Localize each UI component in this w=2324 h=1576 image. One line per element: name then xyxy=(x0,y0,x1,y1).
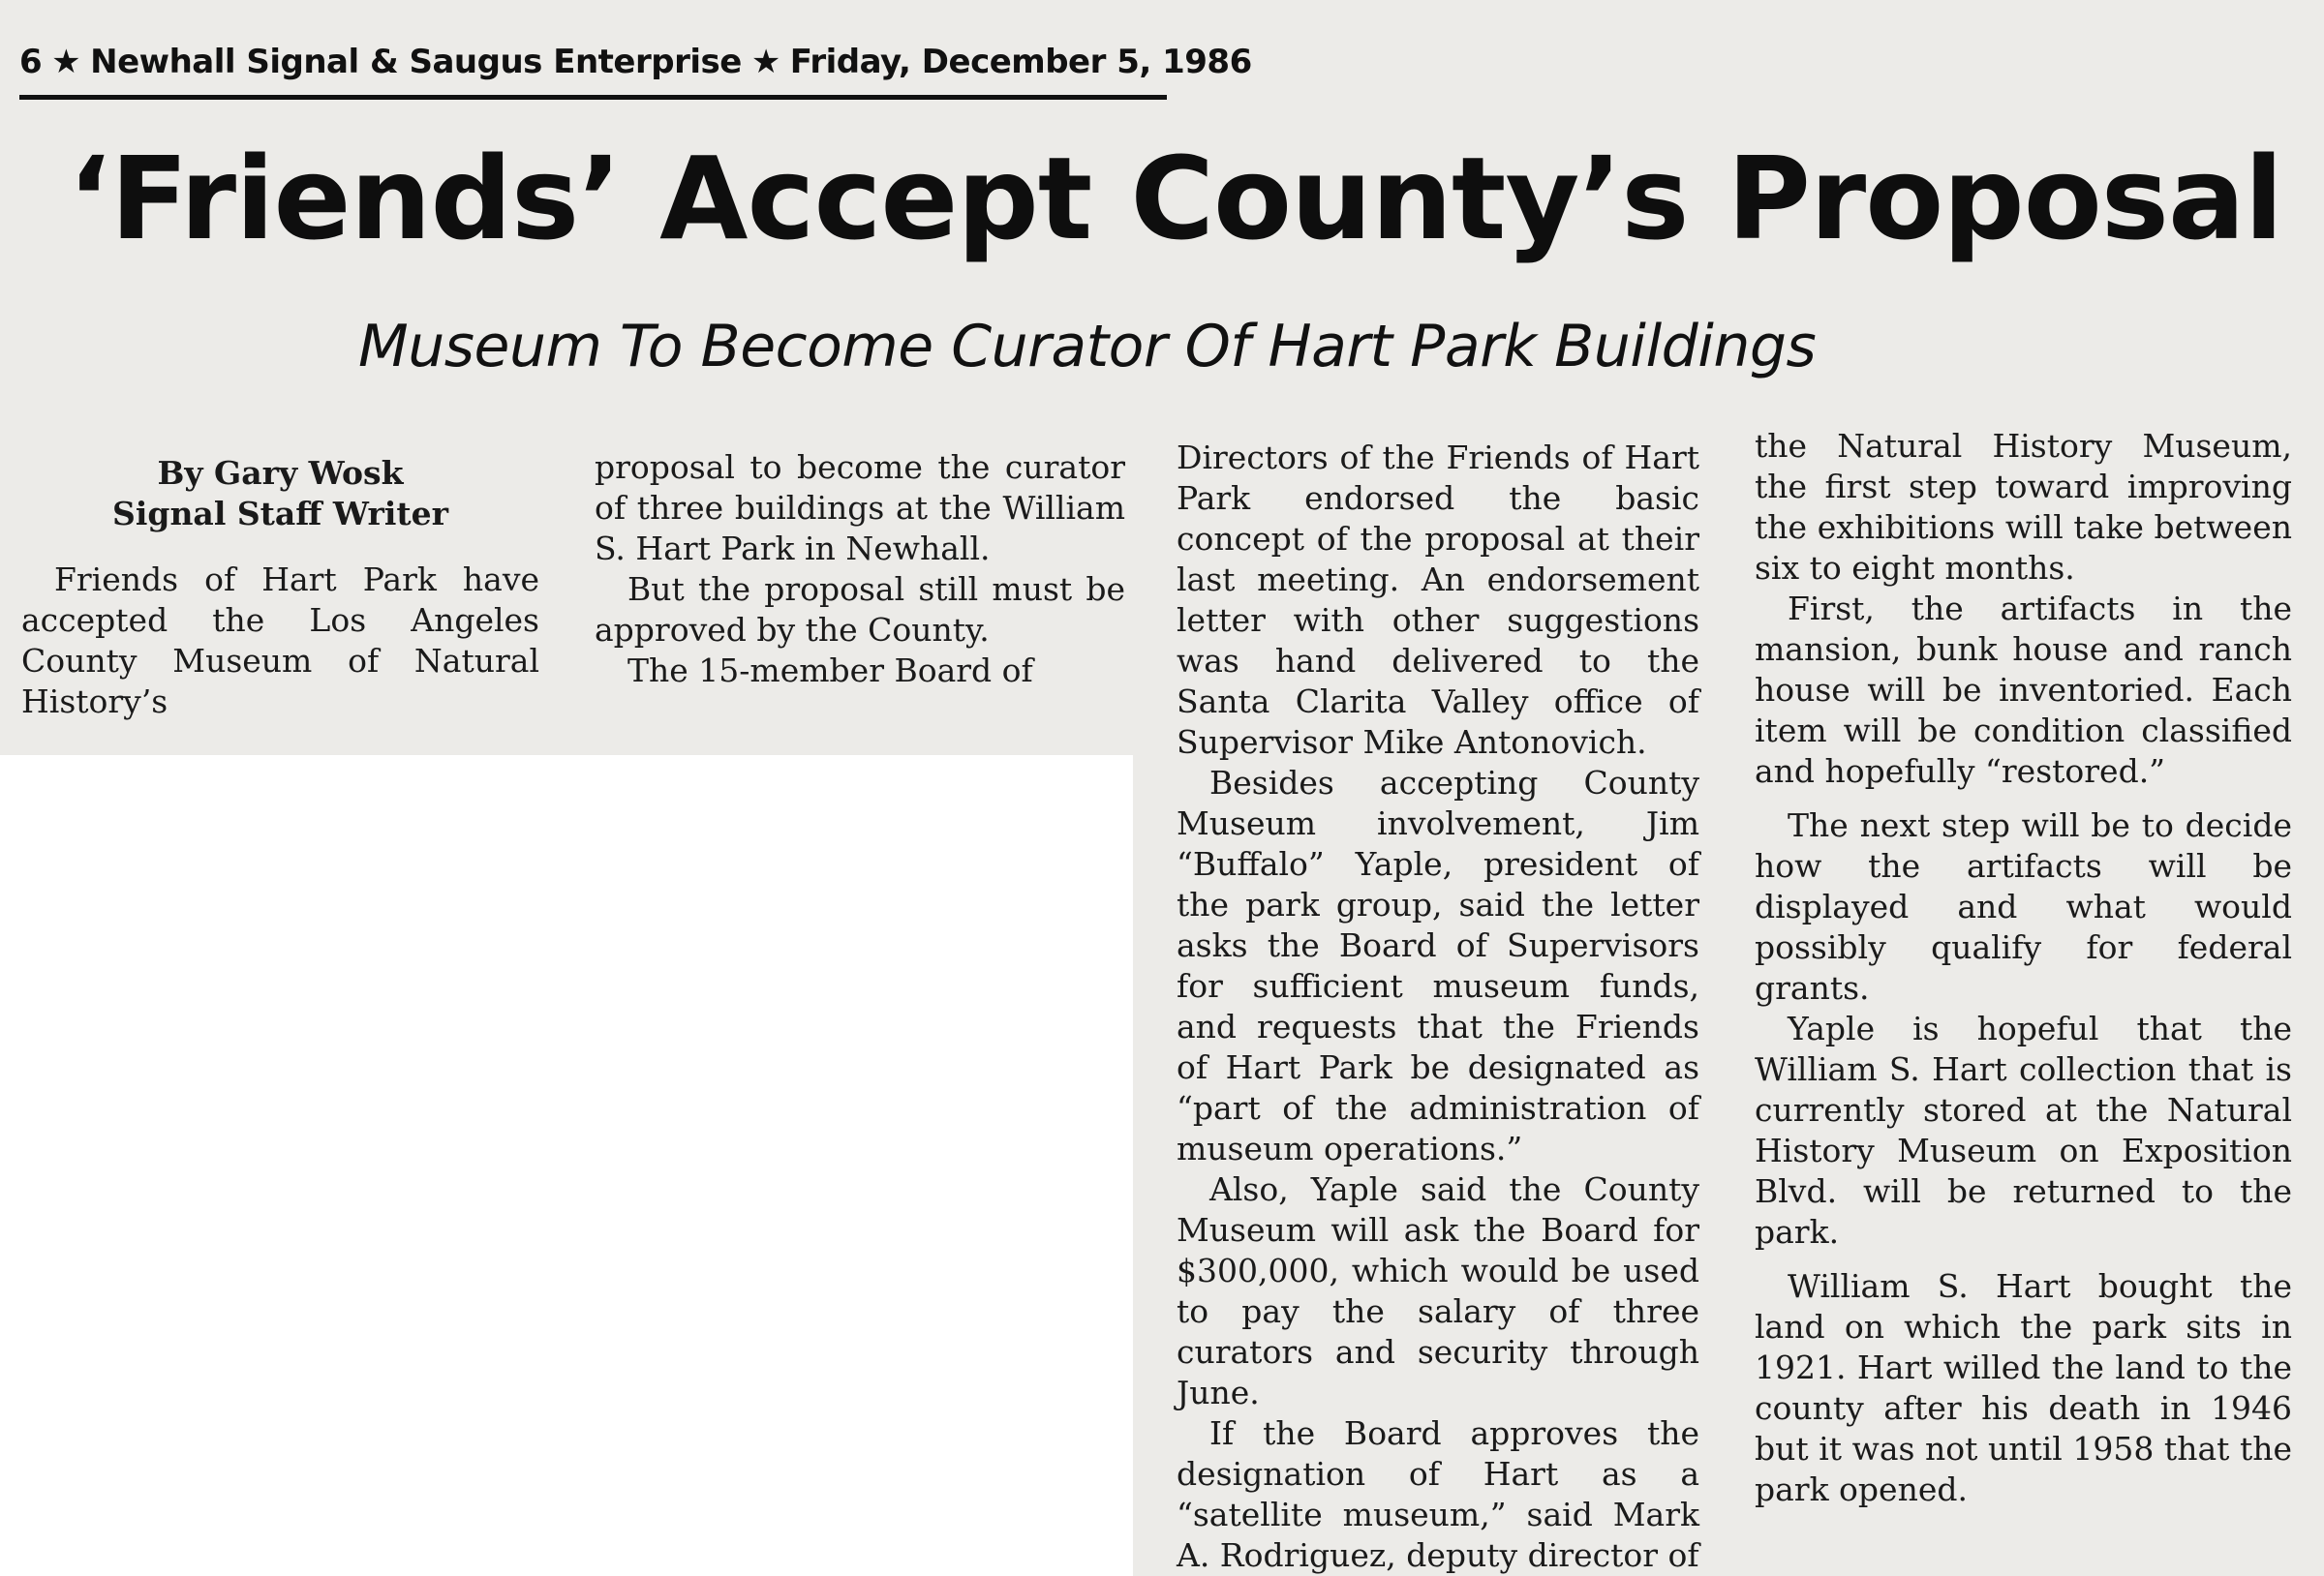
star-icon: ★ xyxy=(750,43,780,81)
paragraph: William S. Hart bought the land on which the park sits in 1921. Hart willed the land to the county after his death in 1946 but it was not until 1958 that the park opened. xyxy=(1755,1267,2292,1508)
article-column-1 xyxy=(21,453,539,722)
byline-role: Signal Staff Writer xyxy=(112,495,448,532)
article-column-3 xyxy=(1177,438,1699,1576)
issue-date: Friday, December 5, 1986 xyxy=(789,43,1252,81)
newspaper-name: Newhall Signal & Saugus Enterprise xyxy=(90,43,742,81)
paragraph: Besides accepting County Museum involvement, Jim “Buffalo” Yaple, president of the park group, said the letter asks the Board of Supervisors for sufficient museum funds, and requests that the Friends of Hart Park be designated as “part of the administration of museum operations.” xyxy=(1177,764,1699,1167)
paragraph: Friends of Hart Park have accepted the Los Angeles County Museum of Natural History’s xyxy=(21,561,539,720)
star-icon: ★ xyxy=(51,43,81,81)
paragraph: the Natural History Museum, the first step toward improving the exhibitions will take between six to eight months. xyxy=(1755,427,2292,587)
paragraph: The 15-member Board of xyxy=(627,652,1033,689)
masthead xyxy=(19,37,1252,100)
paragraph: If the Board approves the designation of Hart as a “satellite museum,” said Mark A. Rodriguez, deputy director of xyxy=(1177,1414,1699,1574)
paragraph: The next step will be to decide how the artifacts will be displayed and what would possibly qualify for federal grants. xyxy=(1755,806,2292,1007)
paragraph: Also, Yaple said the County Museum will ask the Board for $300,000, which would be used to pay the salary of three curators and security through June. xyxy=(1177,1170,1699,1411)
byline xyxy=(21,453,539,534)
page-number: 6 xyxy=(19,43,43,81)
subheadline: Museum To Become Curator Of Hart Park Buildings xyxy=(358,313,1817,380)
paragraph: proposal to become the curator of three buildings at the William S. Hart Park in Newhall. xyxy=(595,448,1125,567)
byline-author: By Gary Wosk xyxy=(157,454,404,492)
headline: ‘Friends’ Accept County’s Proposal xyxy=(68,132,2283,265)
article-column-2 xyxy=(595,447,1125,691)
paragraph: First, the artifacts in the mansion, bunk house and ranch house will be inventoried. Each item will be condition classified and hopefully “restored.” xyxy=(1755,590,2292,790)
article-column-4 xyxy=(1755,426,2292,1510)
paragraph: Yaple is hopeful that the William S. Hart collection that is currently stored at the Natural History Museum on Exposition Blvd. will be returned to the park. xyxy=(1755,1010,2292,1251)
paragraph: But the proposal still must be approved by the County. xyxy=(595,570,1125,649)
paragraph: Directors of the Friends of Hart Park endorsed the basic concept of the proposal at their last meeting. An endorsement letter with other suggestions was hand delivered to the Santa Clarita Valley office of Supervisor Mike Antonovich. xyxy=(1177,439,1699,761)
